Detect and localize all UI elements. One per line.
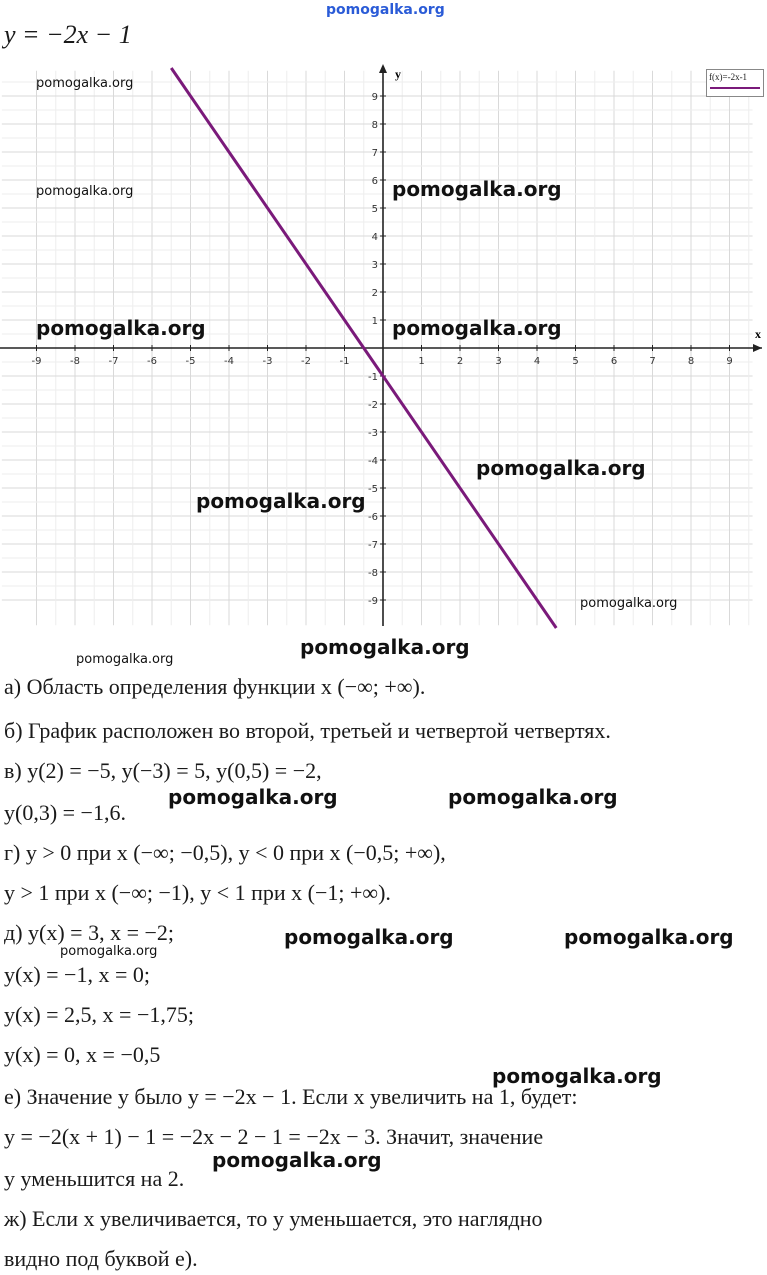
watermark: pomogalka.org xyxy=(392,177,562,201)
x-axis-label: x xyxy=(755,327,761,341)
solution-line: y(x) = 0, x = −0,5 xyxy=(4,1042,161,1067)
watermark: pomogalka.org xyxy=(448,785,618,809)
y-axis-label: y xyxy=(395,67,401,81)
y-tick-label: -7 xyxy=(368,540,378,551)
x-tick-label: -2 xyxy=(301,356,311,367)
x-tick-label: -9 xyxy=(31,356,42,367)
x-tick-label: -8 xyxy=(70,356,80,367)
y-tick-label: 6 xyxy=(371,176,378,187)
solution-line: y = −2(x + 1) − 1 = −2x − 2 − 1 = −2x − 3. Значит, значение xyxy=(4,1124,544,1149)
watermark: pomogalka.org xyxy=(76,652,174,667)
solution-line: y(0,3) = −1,6. xyxy=(4,800,126,825)
solution-line: ж) Если x увеличивается, то y уменьшается, это наглядно xyxy=(4,1206,543,1231)
y-tick-label: -2 xyxy=(368,400,378,411)
y-tick-label: -4 xyxy=(368,456,378,467)
function-heading: y = −2x − 1 xyxy=(4,20,132,49)
x-tick-label: 5 xyxy=(572,356,579,367)
solution-line: б) График расположен во второй, третьей и четвертой четвертях. xyxy=(4,718,611,743)
solution-line: е) Значение y было y = −2x − 1. Если x увеличить на 1, будет: xyxy=(4,1084,578,1109)
watermark: pomogalka.org xyxy=(196,489,366,513)
solution-line: д) y(x) = 3, x = −2; xyxy=(4,920,175,945)
y-tick-label: 3 xyxy=(371,260,378,271)
y-tick-label: 9 xyxy=(371,92,378,103)
x-tick-label: 6 xyxy=(610,356,618,367)
watermark: pomogalka.org xyxy=(492,1064,662,1088)
watermark: pomogalka.org xyxy=(212,1148,382,1172)
watermark: pomogalka.org xyxy=(476,456,646,480)
x-tick-label: -7 xyxy=(108,356,119,367)
y-tick-label: 1 xyxy=(371,316,378,327)
watermark: pomogalka.org xyxy=(284,925,454,949)
y-tick-label: 5 xyxy=(371,204,378,215)
x-tick-label: -6 xyxy=(147,356,157,367)
x-tick-label: 7 xyxy=(649,356,656,367)
y-tick-label: 8 xyxy=(371,120,378,131)
y-tick-label: -3 xyxy=(368,428,378,439)
watermark: pomogalka.org xyxy=(300,635,470,659)
solution-line: y(x) = 2,5, x = −1,75; xyxy=(4,1002,194,1027)
watermark: pomogalka.org xyxy=(168,785,338,809)
chart-legend xyxy=(706,69,764,97)
y-tick-label: 2 xyxy=(371,288,378,299)
solution-line: а) Область определения функции x (−∞; +∞). xyxy=(4,674,426,699)
y-axis-arrow xyxy=(379,64,387,73)
x-tick-label: 2 xyxy=(456,356,464,367)
solution-line: y уменьшится на 2. xyxy=(4,1166,185,1191)
solution-line: г) y > 0 при x (−∞; −0,5), y < 0 при x (−0,5; +∞), xyxy=(4,840,446,865)
solution-line: y(x) = −1, x = 0; xyxy=(4,962,150,987)
watermark: pomogalka.org xyxy=(392,316,562,340)
watermark: pomogalka.org xyxy=(580,596,678,611)
x-tick-label: -4 xyxy=(224,356,234,367)
legend-swatch xyxy=(710,87,760,89)
x-tick-label: -5 xyxy=(185,356,196,367)
y-tick-label: -6 xyxy=(368,512,378,523)
x-tick-label: 9 xyxy=(726,356,733,367)
watermark: pomogalka.org xyxy=(564,925,734,949)
x-tick-label: 4 xyxy=(533,356,541,367)
x-tick-label: -1 xyxy=(339,356,350,367)
x-axis-arrow xyxy=(753,344,762,352)
watermark: pomogalka.org xyxy=(36,184,134,199)
legend-label: f(x)=-2x-1 xyxy=(709,72,748,82)
x-tick-label: 8 xyxy=(687,356,695,367)
watermark: pomogalka.org xyxy=(60,944,158,959)
watermark: pomogalka.org xyxy=(36,76,134,91)
y-tick-label: -1 xyxy=(368,372,378,383)
watermark-top: pomogalka.org xyxy=(326,2,445,18)
y-tick-label: -5 xyxy=(368,484,378,495)
y-tick-label: -8 xyxy=(368,568,378,579)
y-tick-label: 4 xyxy=(371,232,378,243)
solution-line: в) y(2) = −5, y(−3) = 5, y(0,5) = −2, xyxy=(4,758,322,783)
watermark: pomogalka.org xyxy=(36,316,206,340)
x-tick-label: -3 xyxy=(262,356,273,367)
solution-line: y > 1 при x (−∞; −1), y < 1 при x (−1; +∞). xyxy=(4,880,391,905)
solution-line: видно под буквой е). xyxy=(4,1246,198,1271)
function-graph xyxy=(0,60,767,635)
y-tick-label: -9 xyxy=(368,596,378,607)
x-tick-label: 3 xyxy=(495,356,502,367)
x-tick-label: 1 xyxy=(418,356,425,367)
y-tick-label: 7 xyxy=(371,148,378,159)
